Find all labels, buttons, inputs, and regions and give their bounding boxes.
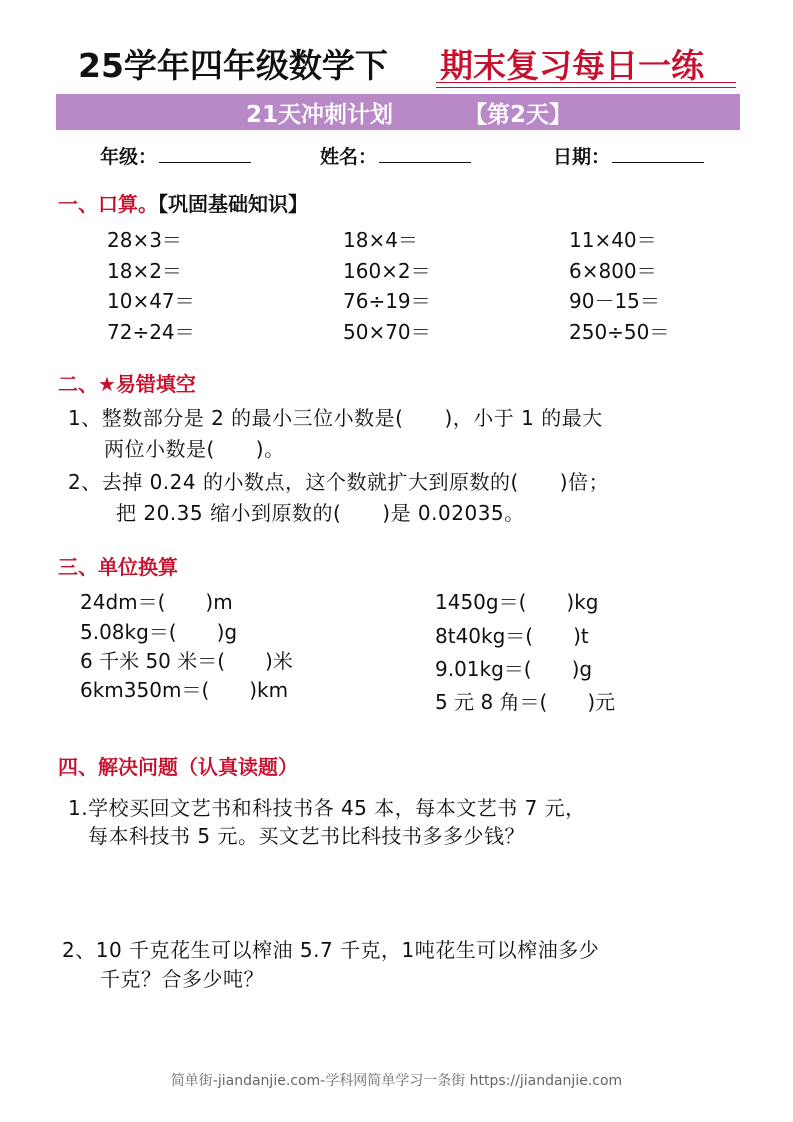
conversion-item: 5.08kg＝( )g — [80, 620, 238, 644]
name-blank[interactable] — [379, 146, 471, 163]
question-line: 1、整数部分是 2 的最小三位小数是( )，小于 1 的最大 — [68, 406, 603, 430]
date-blank[interactable] — [612, 146, 704, 163]
calc-item: 18×4＝ — [343, 228, 418, 252]
date-field — [553, 142, 704, 169]
conversion-item: 1450g＝( )kg — [435, 590, 599, 614]
title-underline — [436, 82, 736, 88]
conversion-item: 8t40kg＝( )t — [435, 624, 589, 648]
section2-title: 二、★易错填空 — [58, 372, 196, 396]
date-label: 日期： — [553, 146, 611, 168]
calc-item: 250÷50＝ — [569, 320, 670, 344]
grade-field — [100, 142, 251, 169]
footer-text: 简单街-jiandanjie.com-学科网简单学习一条街 https://jiandanjie.com — [170, 1073, 623, 1089]
question-line: 把 20.35 缩小到原数的( )是 0.02035。 — [116, 501, 525, 525]
page-title-red: 期末复习每日一练 — [440, 46, 704, 85]
section1-heading: 一、口算。 — [58, 192, 158, 216]
grade-label: 年级： — [100, 146, 158, 168]
problem-line: 2、10 千克花生可以榨油 5.7 千克，1吨花生可以榨油多少 — [62, 938, 600, 962]
calc-item: 160×2＝ — [343, 259, 431, 283]
name-label: 姓名： — [320, 146, 378, 168]
grade-blank[interactable] — [159, 146, 251, 163]
calc-item: 28×3＝ — [107, 228, 182, 252]
problem-line: 千克？合多少吨？ — [100, 967, 264, 991]
calc-item: 10×47＝ — [107, 289, 195, 313]
page-title-black: 25学年四年级数学下 — [78, 46, 388, 85]
calc-item: 76÷19＝ — [343, 289, 431, 313]
calc-item: 11×40＝ — [569, 228, 657, 252]
name-field — [320, 142, 471, 169]
section3-title: 三、单位换算 — [58, 555, 178, 579]
question-line: 2、去掉 0.24 的小数点，这个数就扩大到原数的( )倍； — [68, 470, 610, 494]
section1-title — [58, 188, 308, 217]
banner-plan-label: 21天冲刺计划 — [246, 102, 394, 128]
conversion-item: 6 千米 50 米＝( )米 — [80, 649, 293, 673]
calc-item: 90－15＝ — [569, 289, 660, 313]
plan-banner — [56, 94, 740, 130]
section4-title: 四、解决问题（认真读题） — [58, 755, 298, 779]
calc-item: 72÷24＝ — [107, 320, 195, 344]
conversion-item: 6km350m＝( )km — [80, 678, 289, 702]
section1-note: 【巩固基础知识】 — [158, 192, 308, 216]
calc-item: 18×2＝ — [107, 259, 182, 283]
banner-day-label: 【第2天】 — [464, 102, 573, 128]
calc-item: 50×70＝ — [343, 320, 431, 344]
problem-line: 每本科技书 5 元。买文艺书比科技书多多少钱？ — [88, 824, 525, 848]
conversion-item: 5 元 8 角＝( )元 — [435, 690, 616, 714]
problem-line: 1.学校买回文艺书和科技书各 45 本，每本文艺书 7 元， — [68, 796, 586, 820]
conversion-item: 9.01kg＝( )g — [435, 657, 593, 681]
question-line: 两位小数是( )。 — [104, 437, 285, 461]
calc-item: 6×800＝ — [569, 259, 657, 283]
conversion-item: 24dm＝( )m — [80, 590, 233, 614]
